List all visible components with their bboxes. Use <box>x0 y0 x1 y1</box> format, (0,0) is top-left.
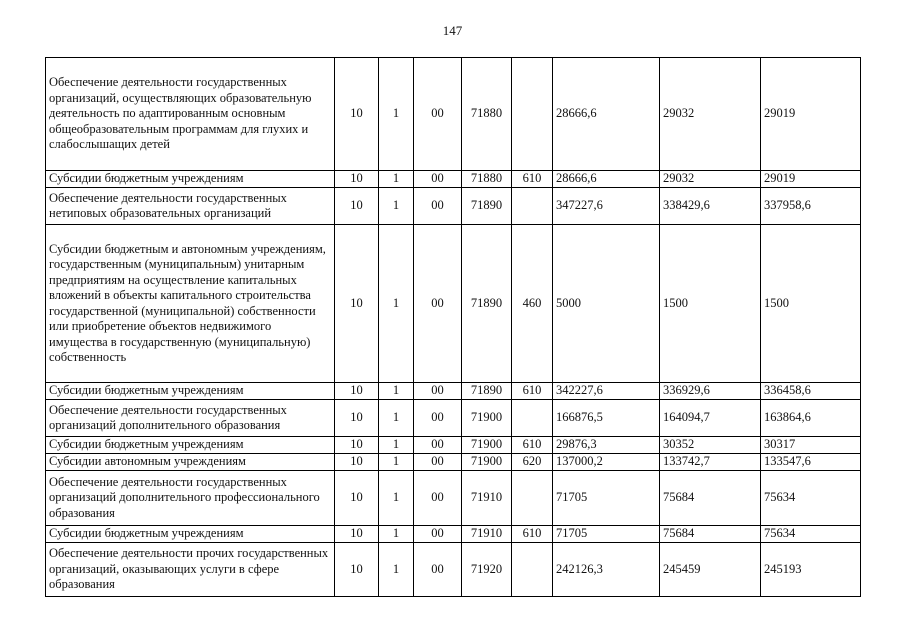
subsection-code: 1 <box>379 383 414 400</box>
amount-year-2: 164094,7 <box>660 400 761 437</box>
amount-year-3: 245193 <box>761 543 861 597</box>
amount-year-1: 137000,2 <box>553 454 660 471</box>
budget-table <box>45 57 861 597</box>
table-row <box>46 454 861 471</box>
target-article-code: 71900 <box>462 400 512 437</box>
section-code: 10 <box>335 400 379 437</box>
amount-year-2: 133742,7 <box>660 454 761 471</box>
target-article-code: 71890 <box>462 225 512 383</box>
expense-type-code <box>512 400 553 437</box>
section-code: 10 <box>335 188 379 225</box>
expense-type-code: 610 <box>512 437 553 454</box>
item-name: Субсидии бюджетным учреждениям <box>46 437 335 454</box>
subsection-code: 1 <box>379 471 414 526</box>
item-name: Субсидии автономным учреждениям <box>46 454 335 471</box>
expense-type-code <box>512 543 553 597</box>
amount-year-2: 29032 <box>660 58 761 171</box>
item-name: Обеспечение деятельности государственных организаций дополнительного профессионального образования <box>46 471 335 526</box>
table-row <box>46 543 861 597</box>
program-code: 00 <box>414 383 462 400</box>
program-code: 00 <box>414 543 462 597</box>
table-row <box>46 437 861 454</box>
amount-year-1: 29876,3 <box>553 437 660 454</box>
section-code: 10 <box>335 526 379 543</box>
subsection-code: 1 <box>379 400 414 437</box>
amount-year-2: 30352 <box>660 437 761 454</box>
amount-year-3: 29019 <box>761 171 861 188</box>
subsection-code: 1 <box>379 171 414 188</box>
item-name: Обеспечение деятельности прочих государственных организаций, оказывающих услуги в сфере образования <box>46 543 335 597</box>
target-article-code: 71890 <box>462 188 512 225</box>
subsection-code: 1 <box>379 543 414 597</box>
section-code: 10 <box>335 454 379 471</box>
section-code: 10 <box>335 471 379 526</box>
amount-year-2: 336929,6 <box>660 383 761 400</box>
expense-type-code: 620 <box>512 454 553 471</box>
amount-year-1: 242126,3 <box>553 543 660 597</box>
amount-year-1: 342227,6 <box>553 383 660 400</box>
amount-year-2: 75684 <box>660 471 761 526</box>
program-code: 00 <box>414 454 462 471</box>
item-name: Обеспечение деятельности государственных организаций, осуществляющих образовательную деятельность по адаптированным основным общеобразовательным программам для глухих и слабослышащих детей <box>46 58 335 171</box>
program-code: 00 <box>414 188 462 225</box>
target-article-code: 71880 <box>462 58 512 171</box>
item-name: Обеспечение деятельности государственных организаций дополнительного образования <box>46 400 335 437</box>
target-article-code: 71900 <box>462 437 512 454</box>
amount-year-1: 28666,6 <box>553 58 660 171</box>
expense-type-code: 610 <box>512 526 553 543</box>
section-code: 10 <box>335 171 379 188</box>
section-code: 10 <box>335 437 379 454</box>
section-code: 10 <box>335 58 379 171</box>
amount-year-3: 29019 <box>761 58 861 171</box>
item-name: Обеспечение деятельности государственных нетиповых образовательных организаций <box>46 188 335 225</box>
program-code: 00 <box>414 225 462 383</box>
program-code: 00 <box>414 171 462 188</box>
expense-type-code <box>512 471 553 526</box>
amount-year-1: 347227,6 <box>553 188 660 225</box>
amount-year-2: 1500 <box>660 225 761 383</box>
item-name: Субсидии бюджетным учреждениям <box>46 383 335 400</box>
target-article-code: 71920 <box>462 543 512 597</box>
expense-type-code <box>512 188 553 225</box>
table-row <box>46 400 861 437</box>
program-code: 00 <box>414 471 462 526</box>
item-name: Субсидии бюджетным учреждениям <box>46 526 335 543</box>
amount-year-3: 1500 <box>761 225 861 383</box>
subsection-code: 1 <box>379 225 414 383</box>
table-row <box>46 225 861 383</box>
table-row <box>46 188 861 225</box>
amount-year-3: 75634 <box>761 471 861 526</box>
amount-year-2: 338429,6 <box>660 188 761 225</box>
target-article-code: 71910 <box>462 471 512 526</box>
amount-year-3: 336458,6 <box>761 383 861 400</box>
expense-type-code: 610 <box>512 171 553 188</box>
amount-year-1: 28666,6 <box>553 171 660 188</box>
program-code: 00 <box>414 58 462 171</box>
table-row <box>46 171 861 188</box>
target-article-code: 71890 <box>462 383 512 400</box>
amount-year-1: 71705 <box>553 526 660 543</box>
subsection-code: 1 <box>379 437 414 454</box>
expense-type-code: 610 <box>512 383 553 400</box>
target-article-code: 71880 <box>462 171 512 188</box>
table-body <box>46 58 861 597</box>
amount-year-3: 337958,6 <box>761 188 861 225</box>
program-code: 00 <box>414 526 462 543</box>
amount-year-3: 163864,6 <box>761 400 861 437</box>
amount-year-3: 75634 <box>761 526 861 543</box>
table-row <box>46 58 861 171</box>
amount-year-2: 29032 <box>660 171 761 188</box>
amount-year-1: 166876,5 <box>553 400 660 437</box>
amount-year-1: 5000 <box>553 225 660 383</box>
subsection-code: 1 <box>379 58 414 171</box>
subsection-code: 1 <box>379 526 414 543</box>
program-code: 00 <box>414 400 462 437</box>
amount-year-3: 30317 <box>761 437 861 454</box>
table-row <box>46 383 861 400</box>
amount-year-2: 75684 <box>660 526 761 543</box>
expense-type-code: 460 <box>512 225 553 383</box>
section-code: 10 <box>335 225 379 383</box>
subsection-code: 1 <box>379 454 414 471</box>
page-number: 147 <box>442 23 463 38</box>
amount-year-2: 245459 <box>660 543 761 597</box>
target-article-code: 71910 <box>462 526 512 543</box>
item-name: Субсидии бюджетным учреждениям <box>46 171 335 188</box>
expense-type-code <box>512 58 553 171</box>
table-row <box>46 526 861 543</box>
section-code: 10 <box>335 543 379 597</box>
target-article-code: 71900 <box>462 454 512 471</box>
table-row <box>46 471 861 526</box>
program-code: 00 <box>414 437 462 454</box>
amount-year-3: 133547,6 <box>761 454 861 471</box>
subsection-code: 1 <box>379 188 414 225</box>
section-code: 10 <box>335 383 379 400</box>
amount-year-1: 71705 <box>553 471 660 526</box>
item-name: Субсидии бюджетным и автономным учреждениям, государственным (муниципальным) унитарным предприятиям на осуществление капитальных вложений в объекты капитального строительства государственной (муниципальной) собственности или приобретение объектов недвижимого имущества в государственную (муниципальную) собственность <box>46 225 335 383</box>
